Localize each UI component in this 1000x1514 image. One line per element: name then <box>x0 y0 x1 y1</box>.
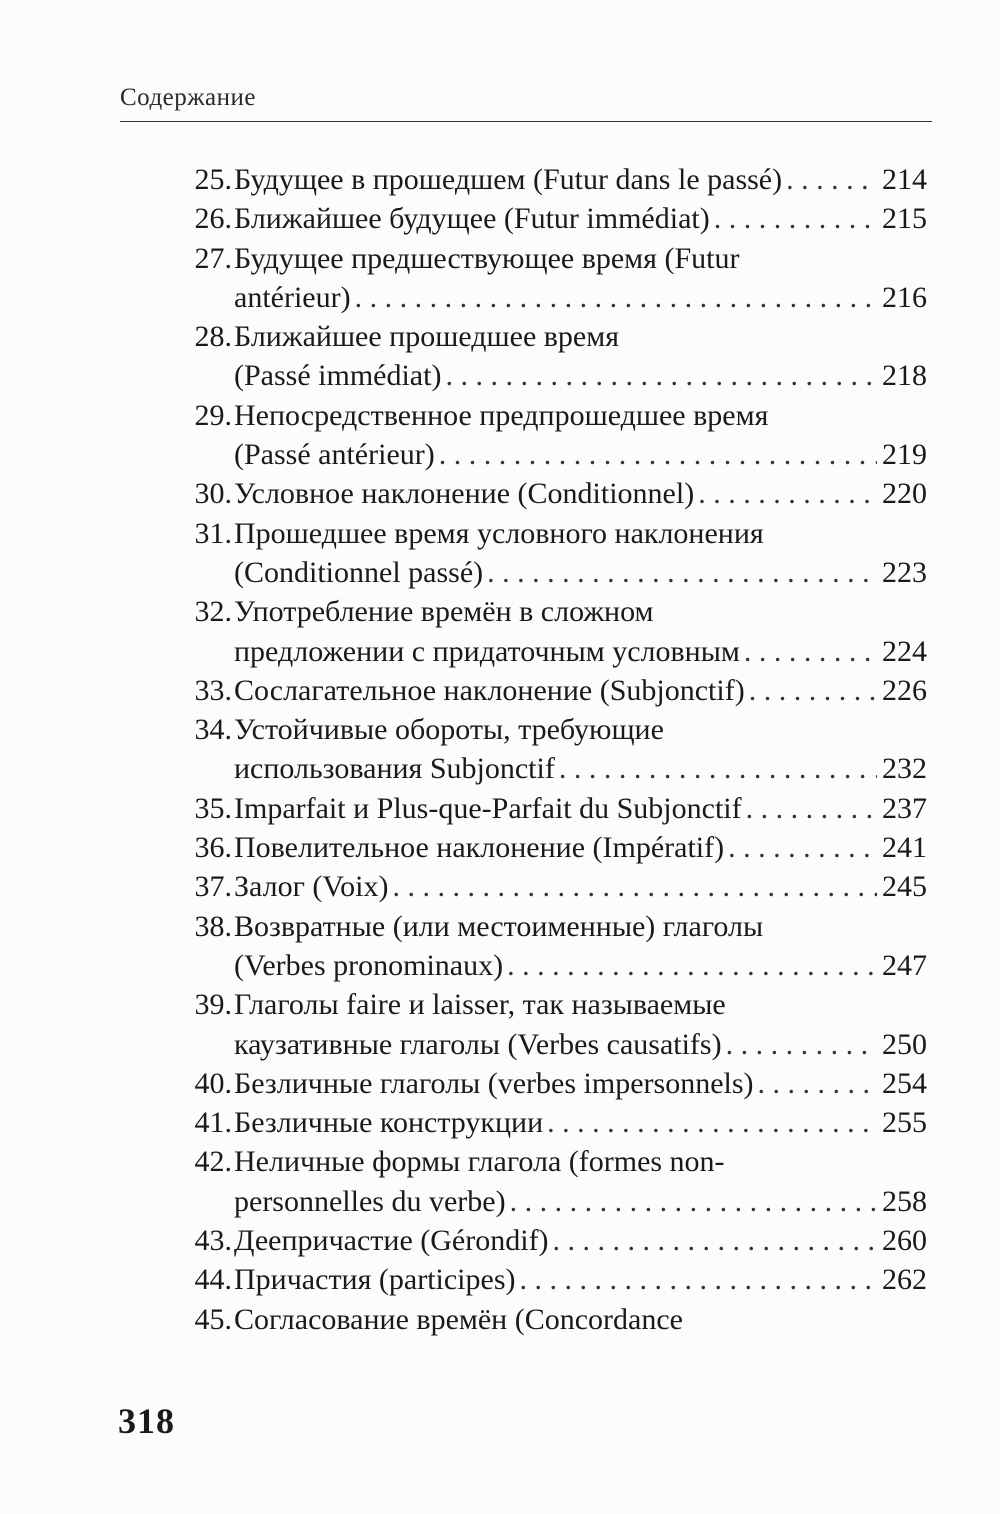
dot-leader <box>547 1103 877 1142</box>
toc-entry-title: Будущее предшествующее время (Futur <box>234 241 740 275</box>
toc-entry-line <box>150 278 927 317</box>
dot-leader <box>749 671 877 710</box>
dot-leader <box>726 1025 877 1064</box>
dot-leader <box>487 553 877 592</box>
toc-entry-line <box>150 199 927 238</box>
toc-entry-number: 36. <box>194 831 232 865</box>
dot-leader <box>744 632 877 671</box>
toc-entry-page: 219 <box>882 438 927 472</box>
toc-entry-title: Употребление времён в сложном <box>234 595 654 629</box>
toc-entry-number: 33. <box>194 673 232 707</box>
toc-entry-title: Устойчивые обороты, требующие <box>234 713 664 747</box>
dot-leader <box>559 749 877 788</box>
toc-entry-title: каузативные глаголы (Verbes causatifs) <box>234 1027 722 1061</box>
toc-entry-number: 44. <box>194 1263 232 1297</box>
toc-entry-number: 26. <box>194 202 232 236</box>
toc-entry-page: 232 <box>882 752 927 786</box>
toc-entry-line <box>150 592 927 631</box>
toc-entry-title: Согласование времён (Concordance <box>234 1302 683 1336</box>
toc-entry-title: Сослагательное наклонение (Subjonctif) <box>234 673 745 707</box>
toc-entry-line <box>150 828 927 867</box>
page-number: 318 <box>118 1401 175 1441</box>
toc-entry-number: 45. <box>194 1302 232 1336</box>
toc-entry-title: (Passé antérieur) <box>234 438 435 472</box>
toc-entry <box>150 160 927 199</box>
dot-leader <box>758 1064 877 1103</box>
toc-entry-page: 214 <box>882 163 927 196</box>
toc-entry-number: 29. <box>194 398 232 432</box>
toc-entry-line <box>150 1103 927 1142</box>
toc-entry <box>150 867 927 906</box>
toc-entry-title: Безличные глаголы (verbes impersonnels) <box>234 1066 754 1100</box>
toc-entry-page: 245 <box>882 870 927 904</box>
toc-entry-title: Деепричастие (Gérondif) <box>234 1224 549 1258</box>
toc-entry-title: Imparfait и Plus-que-Parfait du Subjonctif <box>234 791 742 825</box>
toc-entry <box>150 474 927 513</box>
toc-entry <box>150 1221 927 1260</box>
toc-entry-number: 28. <box>194 320 232 354</box>
toc-entry-line <box>150 317 927 356</box>
toc-entry <box>150 1103 927 1142</box>
toc-entry-page: 250 <box>882 1027 927 1061</box>
toc-entry-title: использования Subjonctif <box>234 752 555 786</box>
toc-entry-title: Прошедшее время условного наклонения <box>234 516 764 550</box>
toc-entry <box>150 396 927 475</box>
toc-entry-line <box>150 1260 927 1299</box>
toc-entry-line <box>150 239 927 278</box>
toc-entry-line <box>150 946 927 985</box>
toc-entry-title: (Passé immédiat) <box>234 359 442 393</box>
dot-leader <box>510 1182 877 1221</box>
toc-entry-line <box>150 435 927 474</box>
dot-leader <box>786 160 877 199</box>
toc-entry-page: 260 <box>882 1224 927 1258</box>
dot-leader <box>746 789 877 828</box>
toc-entry-line <box>150 1142 927 1181</box>
toc-entry-title: Повелительное наклонение (Impératif) <box>234 831 725 865</box>
toc-entry-title: (Conditionnel passé) <box>234 555 484 589</box>
toc-entry-line <box>150 749 927 788</box>
toc-entry <box>150 710 927 789</box>
dot-leader <box>507 946 877 985</box>
dot-leader <box>698 474 877 513</box>
toc-entry-number: 30. <box>194 477 232 511</box>
toc-entry-line <box>150 907 927 946</box>
toc-entry-number: 39. <box>194 988 232 1022</box>
toc-entry-line <box>150 1025 927 1064</box>
toc-entry-page: 226 <box>882 673 927 707</box>
toc-entry <box>150 317 927 396</box>
toc-entry-page: 218 <box>882 359 927 393</box>
toc-entry-line <box>150 553 927 592</box>
toc-entry-page: 254 <box>882 1066 927 1100</box>
toc-entry <box>150 239 927 318</box>
table-of-contents <box>150 160 927 1339</box>
toc-entry <box>150 1260 927 1299</box>
toc-entry-number: 27. <box>194 241 232 275</box>
toc-entry-line <box>150 1064 927 1103</box>
toc-entry-title: Неличные формы глагола (formes non- <box>234 1145 725 1179</box>
toc-entry <box>150 1300 927 1339</box>
toc-entry-number: 41. <box>194 1106 232 1140</box>
toc-entry-number: 32. <box>194 595 232 629</box>
toc-entry-number: 38. <box>194 909 232 943</box>
toc-entry-line <box>150 985 927 1024</box>
toc-entry-line <box>150 1182 927 1221</box>
toc-entry-page: 237 <box>882 791 927 825</box>
header-rule <box>120 121 932 122</box>
toc-entry <box>150 592 927 671</box>
toc-entry-number: 25. <box>194 163 232 196</box>
toc-entry-title: Непосредственное предпрошедшее время <box>234 398 769 432</box>
toc-entry-number: 37. <box>194 870 232 904</box>
running-head: Содержание <box>120 84 256 111</box>
toc-entry-number: 42. <box>194 1145 232 1179</box>
toc-entry-number: 43. <box>194 1224 232 1258</box>
dot-leader <box>445 356 877 395</box>
toc-entry-line <box>150 1221 927 1260</box>
toc-entry-line <box>150 632 927 671</box>
toc-entry-title: Залог (Voix) <box>234 870 389 904</box>
toc-entry-page: 262 <box>882 1263 927 1297</box>
dot-leader <box>728 828 877 867</box>
toc-entry-page: 220 <box>882 477 927 511</box>
toc-entry-page: 258 <box>882 1184 927 1218</box>
toc-entry-title: Будущее в прошедшем (Futur dans le passé) <box>234 163 783 196</box>
toc-entry-page: 215 <box>882 202 927 236</box>
toc-entry-line <box>150 671 927 710</box>
toc-entry-title: (Verbes pronominaux) <box>234 948 504 982</box>
toc-entry-line <box>150 396 927 435</box>
dot-leader <box>393 867 878 906</box>
toc-entry-page: 224 <box>882 634 927 668</box>
toc-entry <box>150 789 927 828</box>
toc-entry <box>150 514 927 593</box>
toc-entry <box>150 828 927 867</box>
dot-leader <box>553 1221 877 1260</box>
dot-leader <box>520 1260 878 1299</box>
toc-entry-line <box>150 160 927 199</box>
toc-entry-page: 216 <box>882 280 927 314</box>
toc-entry-title: Причастия (participes) <box>234 1263 516 1297</box>
toc-entry <box>150 985 927 1064</box>
dot-leader <box>714 199 877 238</box>
toc-entry-title: personnelles du verbe) <box>234 1184 506 1218</box>
dot-leader <box>439 435 877 474</box>
toc-entry-page: 223 <box>882 555 927 589</box>
toc-entry <box>150 907 927 986</box>
toc-entry-title: antérieur) <box>234 280 351 314</box>
toc-entry-title: Безличные конструкции <box>234 1106 544 1140</box>
toc-entry <box>150 1064 927 1103</box>
toc-entry-number: 40. <box>194 1066 232 1100</box>
toc-entry-title: Возвратные (или местоименные) глаголы <box>234 909 764 943</box>
toc-entry-title: Ближайшее прошедшее время <box>234 320 620 354</box>
toc-entry <box>150 199 927 238</box>
toc-entry-title: Условное наклонение (Conditionnel) <box>234 477 695 511</box>
toc-entry-line <box>150 514 927 553</box>
toc-entry-number: 35. <box>194 791 232 825</box>
toc-entry-page: 255 <box>882 1106 927 1140</box>
toc-entry-line <box>150 789 927 828</box>
toc-entry-line <box>150 710 927 749</box>
toc-entry-line <box>150 356 927 395</box>
toc-entry-title: Ближайшее будущее (Futur immédiat) <box>234 202 710 236</box>
toc-entry-number: 31. <box>194 516 232 550</box>
toc-entry <box>150 1142 927 1221</box>
dot-leader <box>355 278 877 317</box>
toc-entry <box>150 671 927 710</box>
toc-entry-page: 241 <box>882 831 927 865</box>
toc-entry-line <box>150 1300 927 1339</box>
toc-entry-number: 34. <box>194 713 232 747</box>
toc-entry-title: предложении с придаточным условным <box>234 634 740 668</box>
toc-entry-line <box>150 474 927 513</box>
toc-entry-line <box>150 867 927 906</box>
toc-entry-title: Глаголы faire и laisser, так называемые <box>234 988 726 1022</box>
toc-entry-page: 247 <box>882 948 927 982</box>
